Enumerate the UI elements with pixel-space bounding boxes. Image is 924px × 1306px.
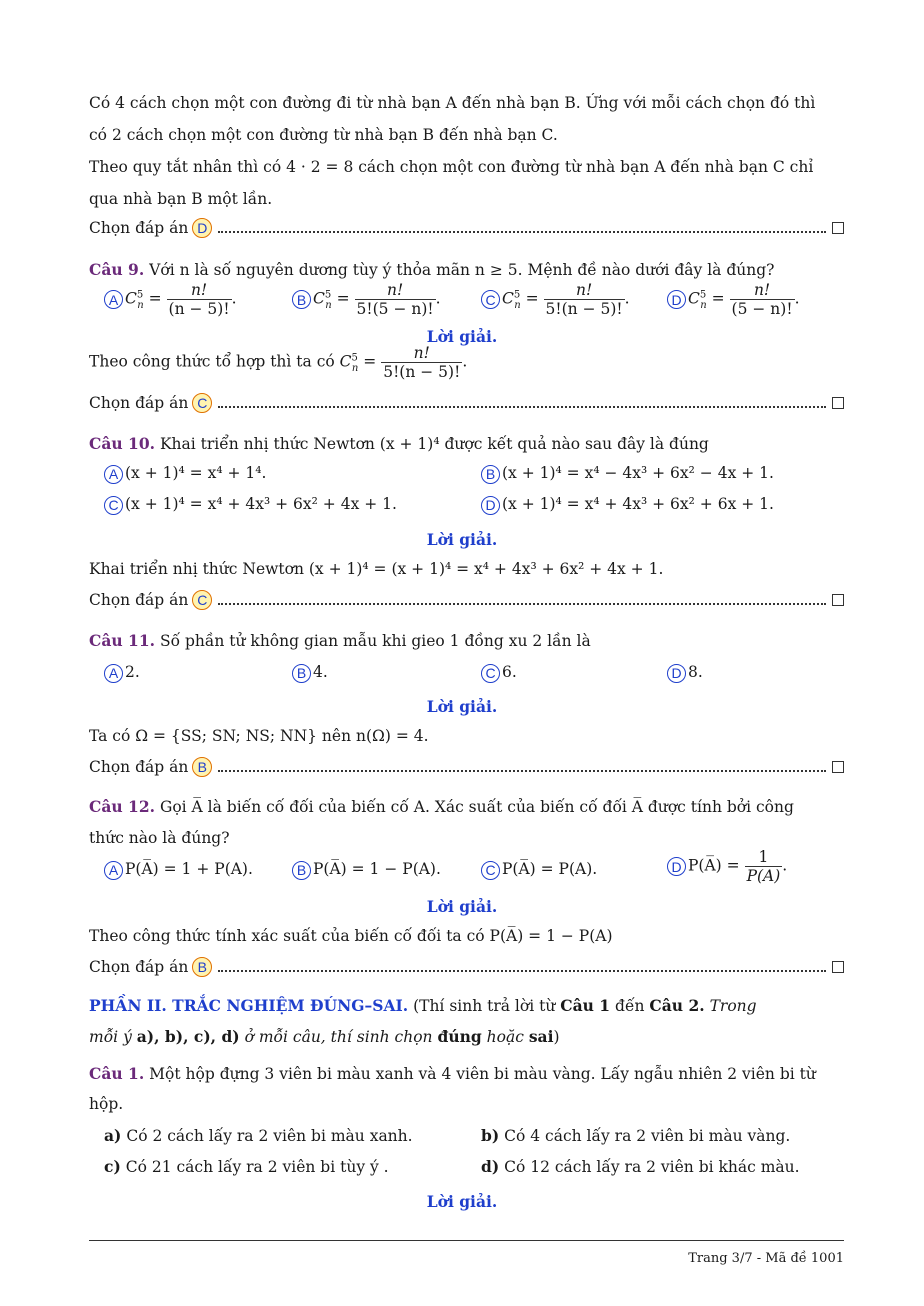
- question-12: Câu 12. Gọi A̅ là biến cố đối của biến cố A. Xác suất của biến cố đối A̅ được tính bởi công: [89, 797, 794, 816]
- answer-line: Chọn đáp án C: [89, 590, 844, 610]
- paragraph-line: qua nhà bạn B một lần.: [89, 190, 273, 208]
- solution-text: Theo công thức tổ hợp thì ta có $C^5_n$ = $\frac{n!}{5!(n - 5)!}$ .: [89, 344, 468, 381]
- answer-line: Chọn đáp án D: [89, 218, 844, 238]
- option-b: B (x + 1)⁴ = x⁴ − 4x³ + 6x² − 4x + 1.: [481, 464, 774, 484]
- answer-line: Chọn đáp án B: [89, 957, 844, 977]
- statement-b: b) Có 4 cách lấy ra 2 viên bi màu vàng.: [481, 1126, 791, 1145]
- dotted-leader: [218, 406, 826, 408]
- answer-badge: B: [192, 757, 212, 777]
- paragraph-line: Theo quy tắt nhân thì có 4 · 2 = 8 cách chọn một con đường từ nhà bạn A đến nhà bạn C chỉ: [89, 158, 814, 176]
- dotted-leader: [218, 770, 826, 772]
- option-d: D (x + 1)⁴ = x⁴ + 4x³ + 6x² + 6x + 1.: [481, 495, 774, 515]
- option-d: D P(A̅) = $\frac{1}{P(A)}$ .: [667, 848, 787, 885]
- option-d: D $C^5_n$ = $\frac{n!}{(5 - n)!}$ .: [667, 281, 800, 318]
- option-a: A 2.: [104, 663, 140, 683]
- page-footer: Trang 3/7 - Mã đề 1001: [688, 1251, 844, 1266]
- part-2-question-1-cont: hộp.: [89, 1095, 124, 1113]
- paragraph-line: Có 4 cách chọn một con đường đi từ nhà bạn A đến nhà bạn B. Ứng với mỗi cách chọn đó thì: [89, 94, 816, 112]
- solution-title: Lời giải.: [426, 697, 498, 716]
- checkbox-square: [832, 961, 844, 973]
- answer-line: Chọn đáp án B: [89, 757, 844, 777]
- checkbox-square: [832, 222, 844, 234]
- answer-badge: C: [192, 393, 212, 413]
- option-b: B $C^5_n$ = $\frac{n!}{5!(5 - n)!}$ .: [292, 281, 441, 318]
- dotted-leader: [218, 231, 826, 233]
- option-b: B P(A̅) = 1 − P(A).: [292, 860, 441, 880]
- part-2-question-1: Câu 1. Một hộp đựng 3 viên bi màu xanh và 4 viên bi màu vàng. Lấy ngẫu nhiên 2 viên bi từ: [89, 1064, 816, 1083]
- question-12-cont: thức nào là đúng?: [89, 829, 230, 847]
- solution-text: Khai triển nhị thức Newtơn (x + 1)⁴ = (x + 1)⁴ = x⁴ + 4x³ + 6x² + 4x + 1.: [89, 560, 664, 578]
- answer-badge: D: [192, 218, 212, 238]
- option-a: A (x + 1)⁴ = x⁴ + 1⁴.: [104, 464, 266, 484]
- statement-d: d) Có 12 cách lấy ra 2 viên bi khác màu.: [481, 1157, 800, 1176]
- part-2-heading: PHẦN II. TRẮC NGHIỆM ĐÚNG–SAI. (Thí sinh trả lời từ Câu 1 đến Câu 2. Trong: [89, 996, 757, 1015]
- option-d: D 8.: [667, 663, 703, 683]
- question-11: Câu 11. Số phần tử không gian mẫu khi gieo 1 đồng xu 2 lần là: [89, 631, 591, 650]
- part-2-heading-cont: mỗi ý a), b), c), d) ở mỗi câu, thí sinh chọn đúng hoặc sai): [89, 1027, 560, 1046]
- solution-title: Lời giải.: [426, 897, 498, 916]
- paragraph-line: có 2 cách chọn một con đường từ nhà bạn B đến nhà bạn C.: [89, 126, 558, 144]
- question-9: Câu 9. Với n là số nguyên dương tùy ý thỏa mãn n ≥ 5. Mệnh đề nào dưới đây là đúng?: [89, 260, 775, 279]
- option-c: C 6.: [481, 663, 517, 683]
- dotted-leader: [218, 970, 826, 972]
- option-b: B 4.: [292, 663, 328, 683]
- answer-line: Chọn đáp án C: [89, 393, 844, 413]
- option-a: A P(A̅) = 1 + P(A).: [104, 860, 253, 880]
- solution-text: Ta có Ω = {SS; SN; NS; NN} nên n(Ω) = 4.: [89, 727, 429, 745]
- solution-title: Lời giải.: [426, 327, 498, 346]
- statement-a: a) Có 2 cách lấy ra 2 viên bi màu xanh.: [104, 1126, 413, 1145]
- option-a: A $C^5_n$ = $\frac{n!}{(n - 5)!}$ .: [104, 281, 237, 318]
- checkbox-square: [832, 397, 844, 409]
- checkbox-square: [832, 761, 844, 773]
- statement-c: c) Có 21 cách lấy ra 2 viên bi tùy ý .: [104, 1157, 389, 1176]
- option-c: C P(A̅) = P(A).: [481, 860, 597, 880]
- solution-text: Theo công thức tính xác suất của biến cố đối ta có P(A̅) = 1 − P(A): [89, 927, 613, 945]
- answer-badge: B: [192, 957, 212, 977]
- option-c: C (x + 1)⁴ = x⁴ + 4x³ + 6x² + 4x + 1.: [104, 495, 397, 515]
- dotted-leader: [218, 603, 826, 605]
- answer-badge: C: [192, 590, 212, 610]
- solution-title: Lời giải.: [426, 1192, 498, 1211]
- footer-rule: [89, 1240, 844, 1241]
- question-10: Câu 10. Khai triển nhị thức Newtơn (x + 1)⁴ được kết quả nào sau đây là đúng: [89, 434, 709, 453]
- checkbox-square: [832, 594, 844, 606]
- option-c: C $C^5_n$ = $\frac{n!}{5!(n - 5)!}$ .: [481, 281, 630, 318]
- solution-title: Lời giải.: [426, 530, 498, 549]
